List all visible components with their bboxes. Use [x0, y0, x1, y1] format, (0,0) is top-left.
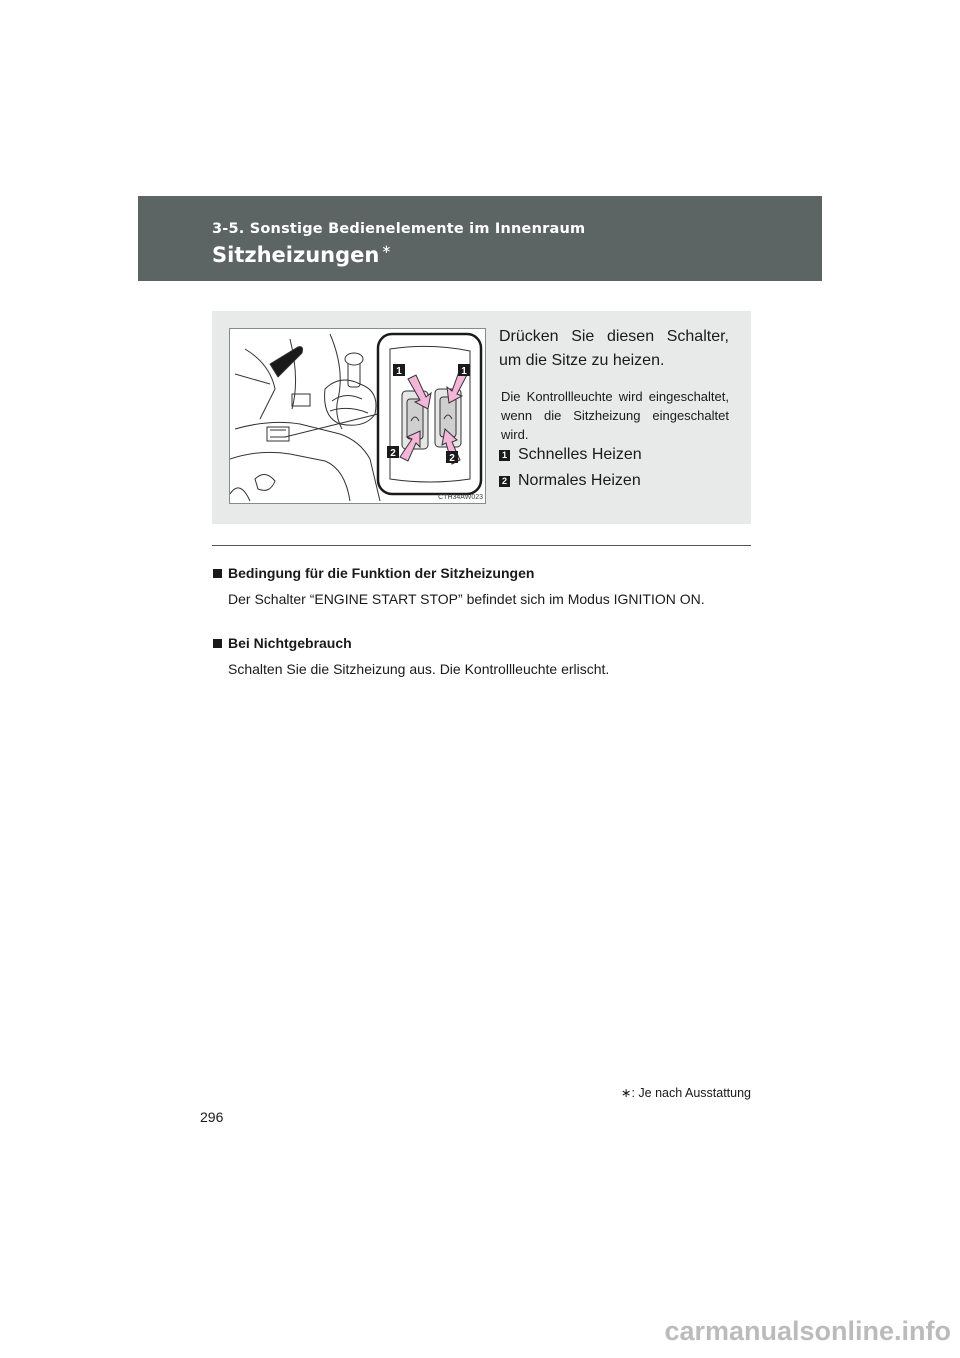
square-bullet-icon: [213, 639, 222, 648]
section-title: 3-5. Sonstige Bedienelemente im Innenraum: [212, 221, 586, 237]
page-title: [212, 242, 391, 267]
instruction-box: [212, 311, 751, 524]
section-heading-1-text: Bedingung für die Funktion der Sitzheizungen: [228, 565, 535, 581]
seat-heater-illustration: [229, 328, 486, 504]
option-1-number: 1: [499, 450, 510, 461]
section-text-1: Der Schalter “ENGINE START STOP” befindet sich im Modus IGNITION ON.: [228, 591, 705, 607]
console-drawing: [230, 329, 485, 503]
section-heading-2: [212, 635, 352, 651]
divider: [212, 545, 751, 546]
option-2: [499, 471, 641, 491]
callout-2b: 2: [449, 453, 455, 464]
square-bullet-icon: [213, 569, 222, 578]
instruction-note: Die Kontrollleuchte wird eingeschaltet, wenn die Sitzheizung eingeschaltet wird.: [501, 389, 729, 442]
callout-2a: 2: [390, 448, 396, 459]
section-heading-2-text: Bei Nichtgebrauch: [228, 635, 352, 651]
option-1: [499, 445, 642, 465]
callout-1b: 1: [461, 366, 467, 377]
watermark: carmanualsonline.info: [664, 1316, 951, 1346]
callout-1a: 1: [396, 366, 402, 377]
page-header: [138, 196, 822, 281]
section-text-2: Schalten Sie die Sitzheizung aus. Die Kontrollleuchte erlischt.: [228, 661, 610, 677]
option-2-label: Normales Heizen: [518, 472, 641, 489]
option-1-label: Schnelles Heizen: [518, 446, 642, 463]
section-heading-1: [212, 565, 534, 581]
footnote: ∗: Je nach Ausstattung: [621, 1086, 751, 1100]
page-title-text: Sitzheizungen: [212, 243, 380, 267]
page-number: 296: [200, 1109, 224, 1125]
figure-code: CTH34AW023: [438, 494, 483, 501]
asterisk-icon: ∗: [381, 242, 392, 256]
instruction-main: Drücken Sie diesen Schalter, um die Sitze zu heizen.: [499, 328, 729, 369]
option-2-number: 2: [499, 476, 510, 487]
